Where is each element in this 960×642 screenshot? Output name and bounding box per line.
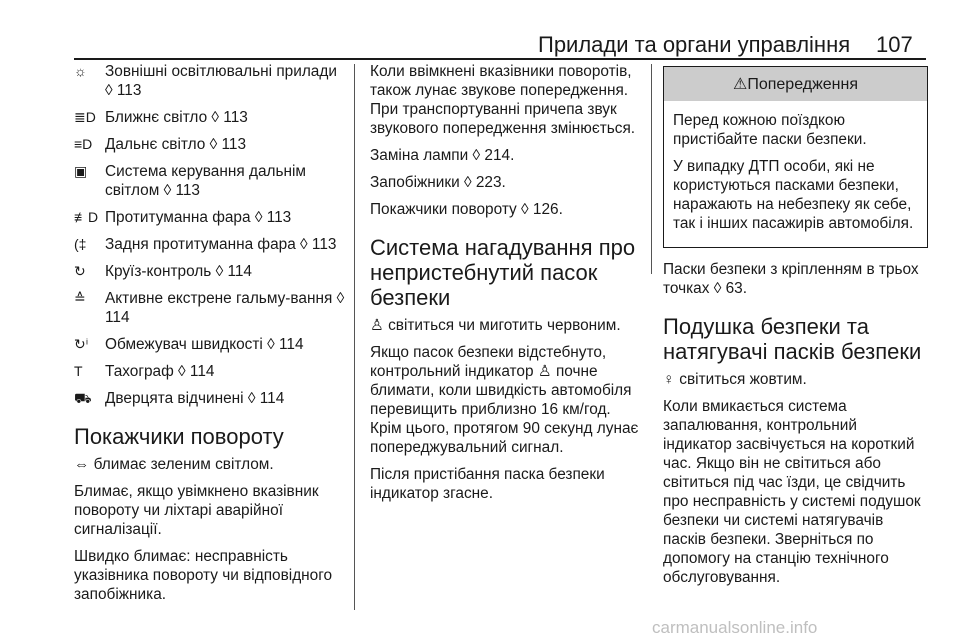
indicator-label: Задня протитуманна фара ◊ 113	[105, 236, 337, 253]
turn-signal-paragraph: Швидко блимає: несправність указівника повороту чи відповідного запобіжника.	[74, 548, 333, 603]
indicator-row	[74, 335, 346, 354]
column-2	[370, 62, 640, 511]
seatbelt-reminder-icon: ♙	[537, 363, 552, 380]
indicator-label: Тахограф ◊ 114	[105, 363, 215, 380]
indicator-label: Обмежувач швидкості ◊ 114	[105, 336, 304, 353]
indicator-row	[74, 135, 346, 154]
turn-signal-paragraph: ⇔ блимає зеленим світлом.	[74, 456, 274, 473]
active-emergency-braking-icon: ≙	[74, 290, 86, 306]
indicator-row	[74, 362, 346, 381]
indicator-row	[74, 108, 346, 127]
watermark: carmanualsonline.info	[652, 618, 818, 637]
cross-reference-bulb: Заміна лампи ◊ 214.	[370, 147, 515, 164]
indicator-row	[74, 289, 346, 327]
indicator-row	[74, 235, 346, 254]
warning-paragraph: Перед кожною поїздкою пристібайте паски безпеки.	[673, 112, 867, 148]
indicator-row	[74, 389, 346, 408]
warning-body	[664, 101, 927, 247]
paragraph: Після пристібання паска безпеки індикатор згасне.	[370, 466, 605, 502]
tachograph-icon: T	[74, 363, 83, 379]
high-beam-icon: ≡D	[74, 136, 93, 152]
section-heading-turn-signals: Покажчики повороту	[74, 424, 284, 449]
indicator-label: Протитуманна фара ◊ 113	[105, 209, 292, 226]
indicator-label: Зовнішні освітлювальні прилади ◊ 113	[105, 63, 337, 99]
paragraph: Коли ввімкнені вказівники поворотів, також лунає звукове попередження. При транспортуванні причепа звук звукового попередження змінюється.	[370, 63, 636, 137]
warning-header	[664, 67, 927, 101]
warning-title: Попередження	[747, 76, 859, 93]
paragraph: Коли вмикається система запалювання, контрольний індикатор засвічується на короткий час. Якщо він не світиться або світиться під час їзди, це свідчить про несправність у системі подушок безпеки чи системі натягувачів пасків безпеки. Зверніться по допомогу на станцію технічного обслуговування.	[663, 398, 921, 586]
turn-signal-icon: ⇔	[74, 456, 90, 473]
airbag-icon: ♀	[663, 371, 675, 388]
warning-triangle-icon: ⚠	[732, 76, 748, 93]
header-divider	[74, 58, 926, 60]
indicator-row	[74, 208, 346, 227]
page-number: 107	[876, 32, 913, 57]
column-divider-1	[354, 64, 355, 610]
door-open-icon: ⛟	[74, 390, 92, 406]
column-3	[663, 62, 929, 595]
paragraph: ♀ світиться жовтим.	[663, 371, 807, 388]
cruise-control-icon: ↻	[74, 263, 86, 279]
indicator-list	[74, 62, 346, 408]
indicator-label: Дальнє світло ◊ 113	[105, 136, 247, 153]
indicator-label: Система керування дальнім світлом ◊ 113	[105, 163, 307, 199]
turn-signal-paragraph: Блимає, якщо увімкнено вказівник повороту чи ліхтарі аварійної сигналізації.	[74, 483, 319, 538]
cross-reference-fuses: Запобіжники ◊ 223.	[370, 174, 506, 191]
warning-box	[663, 66, 928, 248]
indicator-label: Дверцята відчинені ◊ 114	[105, 390, 285, 407]
paragraph: Якщо пасок безпеки відстебнуто, контрольний індикатор ♙ почне блимати, коли швидкість автомобіля перевищить приблизно 16 км/год. Крім цього, протягом 90 секунд лунає попереджувальний сигнал.	[370, 344, 639, 456]
rear-fog-light-icon: (‡	[74, 236, 87, 252]
cross-reference-seatbelts: Паски безпеки з кріпленням в трьох точках ◊ 63.	[663, 261, 919, 297]
high-beam-assist-icon: ▣	[74, 163, 88, 179]
paragraph: ♙ світиться чи миготить червоним.	[370, 317, 621, 334]
indicator-label: Ближнє світло ◊ 113	[105, 109, 248, 126]
column-1	[74, 62, 346, 612]
front-fog-light-icon: ≢D	[74, 209, 99, 225]
indicator-row	[74, 62, 346, 100]
page-title: Прилади та органи управління	[538, 32, 851, 57]
speed-limiter-icon: ↻ⁱ	[74, 336, 89, 352]
low-beam-icon: ≣D	[74, 109, 96, 125]
indicator-row	[74, 262, 346, 281]
section-heading-seatbelt-reminder: Система нагадування про непристебнутий пасок безпеки	[370, 235, 636, 310]
cross-reference-turn-signals: Покажчики повороту ◊ 126.	[370, 201, 563, 218]
indicator-row	[74, 162, 346, 200]
section-heading-airbag: Подушка безпеки та натягувачі пасків безпеки	[663, 314, 922, 364]
indicator-label: Круїз-контроль ◊ 114	[105, 263, 252, 280]
column-divider-2	[651, 64, 652, 274]
indicator-label: Активне екстрене гальму-вання ◊ 114	[105, 290, 345, 326]
seatbelt-reminder-icon: ♙	[370, 317, 384, 334]
exterior-light-icon: ☼	[74, 63, 87, 79]
warning-paragraph: У випадку ДТП особи, які не користуються пасками безпеки, наражають на небезпеку як себе, так і інших пасажирів автомобіля.	[673, 158, 914, 232]
